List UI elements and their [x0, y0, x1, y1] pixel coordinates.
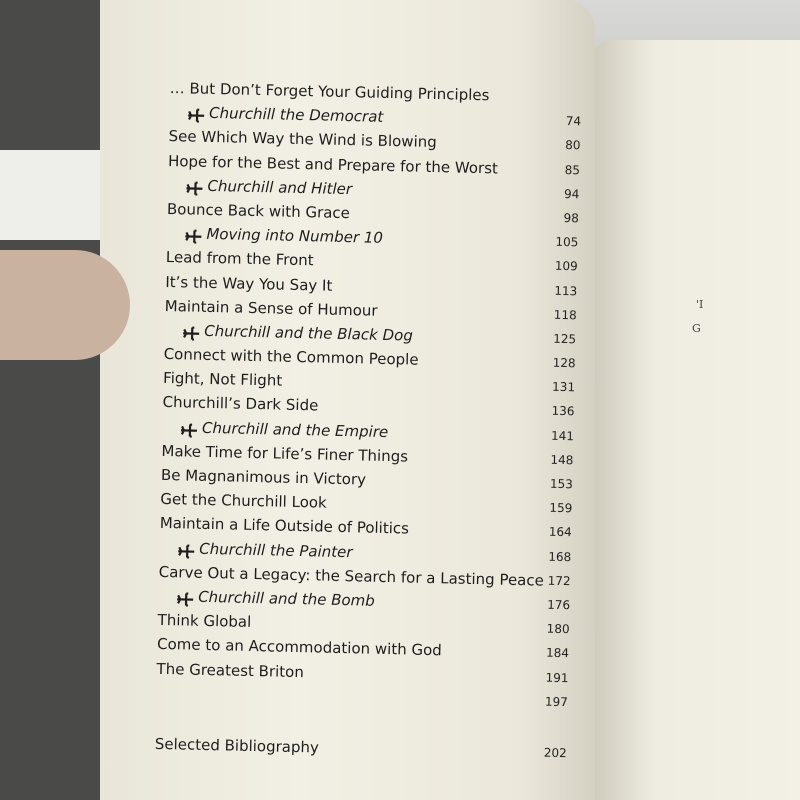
toc-entry-title: Carve Out a Legacy: the Search for a Lasting Peace: [158, 562, 545, 590]
toc-entry-title: Think Global: [157, 610, 252, 632]
right-page: [592, 40, 800, 800]
plane-icon: [182, 323, 200, 337]
toc-page-number: 176: [547, 597, 571, 613]
plane-icon: [187, 106, 205, 120]
toc-entry-title: Lead from the Front: [165, 248, 314, 270]
toc-entry-title: Selected Bibliography: [154, 734, 320, 757]
plane-icon: [177, 541, 195, 555]
toc-entry-title: … But Don’t Forget Your Guiding Principles: [169, 78, 490, 105]
toc-page-number: 172: [547, 573, 571, 588]
background-paper: [0, 150, 108, 240]
toc-page-number: 109: [554, 259, 578, 274]
toc-page-number: 113: [554, 283, 578, 298]
toc-page-number: 80: [565, 138, 581, 153]
toc-entry-title: Churchill and Hitler: [207, 176, 353, 198]
plane-icon: [185, 178, 203, 192]
toc-entry-title: Get the Churchill Look: [160, 490, 327, 512]
toc-page-number: 85: [564, 162, 581, 177]
thumb: [0, 250, 130, 360]
toc-entry-title: Churchill and the Empire: [201, 418, 389, 441]
toc-page-number: 141: [550, 428, 575, 443]
toc-page-number: 98: [563, 210, 580, 226]
toc-entry-title: Make Time for Life’s Finer Things: [161, 441, 409, 466]
right-page-mark: G: [692, 322, 701, 335]
toc-entry-title: Fight, Not Flight: [162, 369, 283, 390]
toc-entry-title: Bounce Back with Grace: [166, 199, 351, 223]
toc-entry-title: Hope for the Best and Prepare for the Worst: [167, 151, 499, 178]
toc-entry-title: Moving into Number 10: [206, 224, 384, 247]
plane-icon: [180, 420, 198, 434]
toc-entry-title: See Which Way the Wind is Blowing: [168, 127, 437, 152]
toc-page-number: 168: [548, 549, 572, 564]
toc-page-number: 159: [549, 500, 573, 516]
toc-page-number: 197: [544, 694, 569, 709]
toc-entry-title: The Greatest Briton: [156, 659, 305, 681]
plane-icon: [184, 226, 202, 240]
toc-entry-title: Be Magnanimous in Victory: [160, 465, 367, 489]
toc-entry-title: Churchill’s Dark Side: [162, 393, 319, 415]
toc-entry-title: Maintain a Sense of Humour: [164, 296, 378, 320]
right-page-mark: 'I: [696, 298, 704, 311]
toc-entry-title: Come to an Accommodation with God: [156, 635, 443, 660]
toc-entry-title: Churchill the Democrat: [208, 104, 384, 127]
toc-page-number: 128: [552, 355, 576, 371]
toc-page-number: 202: [543, 745, 567, 761]
toc-page-number: 164: [548, 525, 572, 540]
toc-entry-title: Churchill and the Black Dog: [204, 321, 414, 345]
toc-page-number: 180: [546, 621, 570, 637]
toc-entry-title: It’s the Way You Say It: [165, 272, 333, 295]
toc-page-number: 153: [549, 476, 574, 492]
toc-page-number: 125: [553, 331, 577, 347]
toc-page-number: 94: [563, 186, 580, 202]
toc-entry-title: Churchill and the Bomb: [197, 587, 376, 610]
toc-page-number: 148: [550, 452, 574, 468]
toc-page-number: 131: [551, 380, 576, 395]
toc-page-number: 191: [545, 670, 569, 685]
toc-page-number: 105: [555, 234, 579, 250]
toc-entry-title: Maintain a Life Outside of Politics: [159, 514, 410, 538]
book-edge-shadow: [0, 0, 104, 800]
toc-page-number: 118: [553, 307, 577, 322]
toc-page-number: 136: [551, 404, 575, 419]
toc-page-number: 74: [565, 114, 582, 129]
toc-page-number: 184: [545, 645, 570, 661]
plane-icon: [176, 589, 194, 603]
toc-entry-title: Connect with the Common People: [163, 344, 419, 369]
table-of-contents: [155, 76, 590, 765]
toc-entry-title: Churchill the Painter: [199, 539, 353, 561]
